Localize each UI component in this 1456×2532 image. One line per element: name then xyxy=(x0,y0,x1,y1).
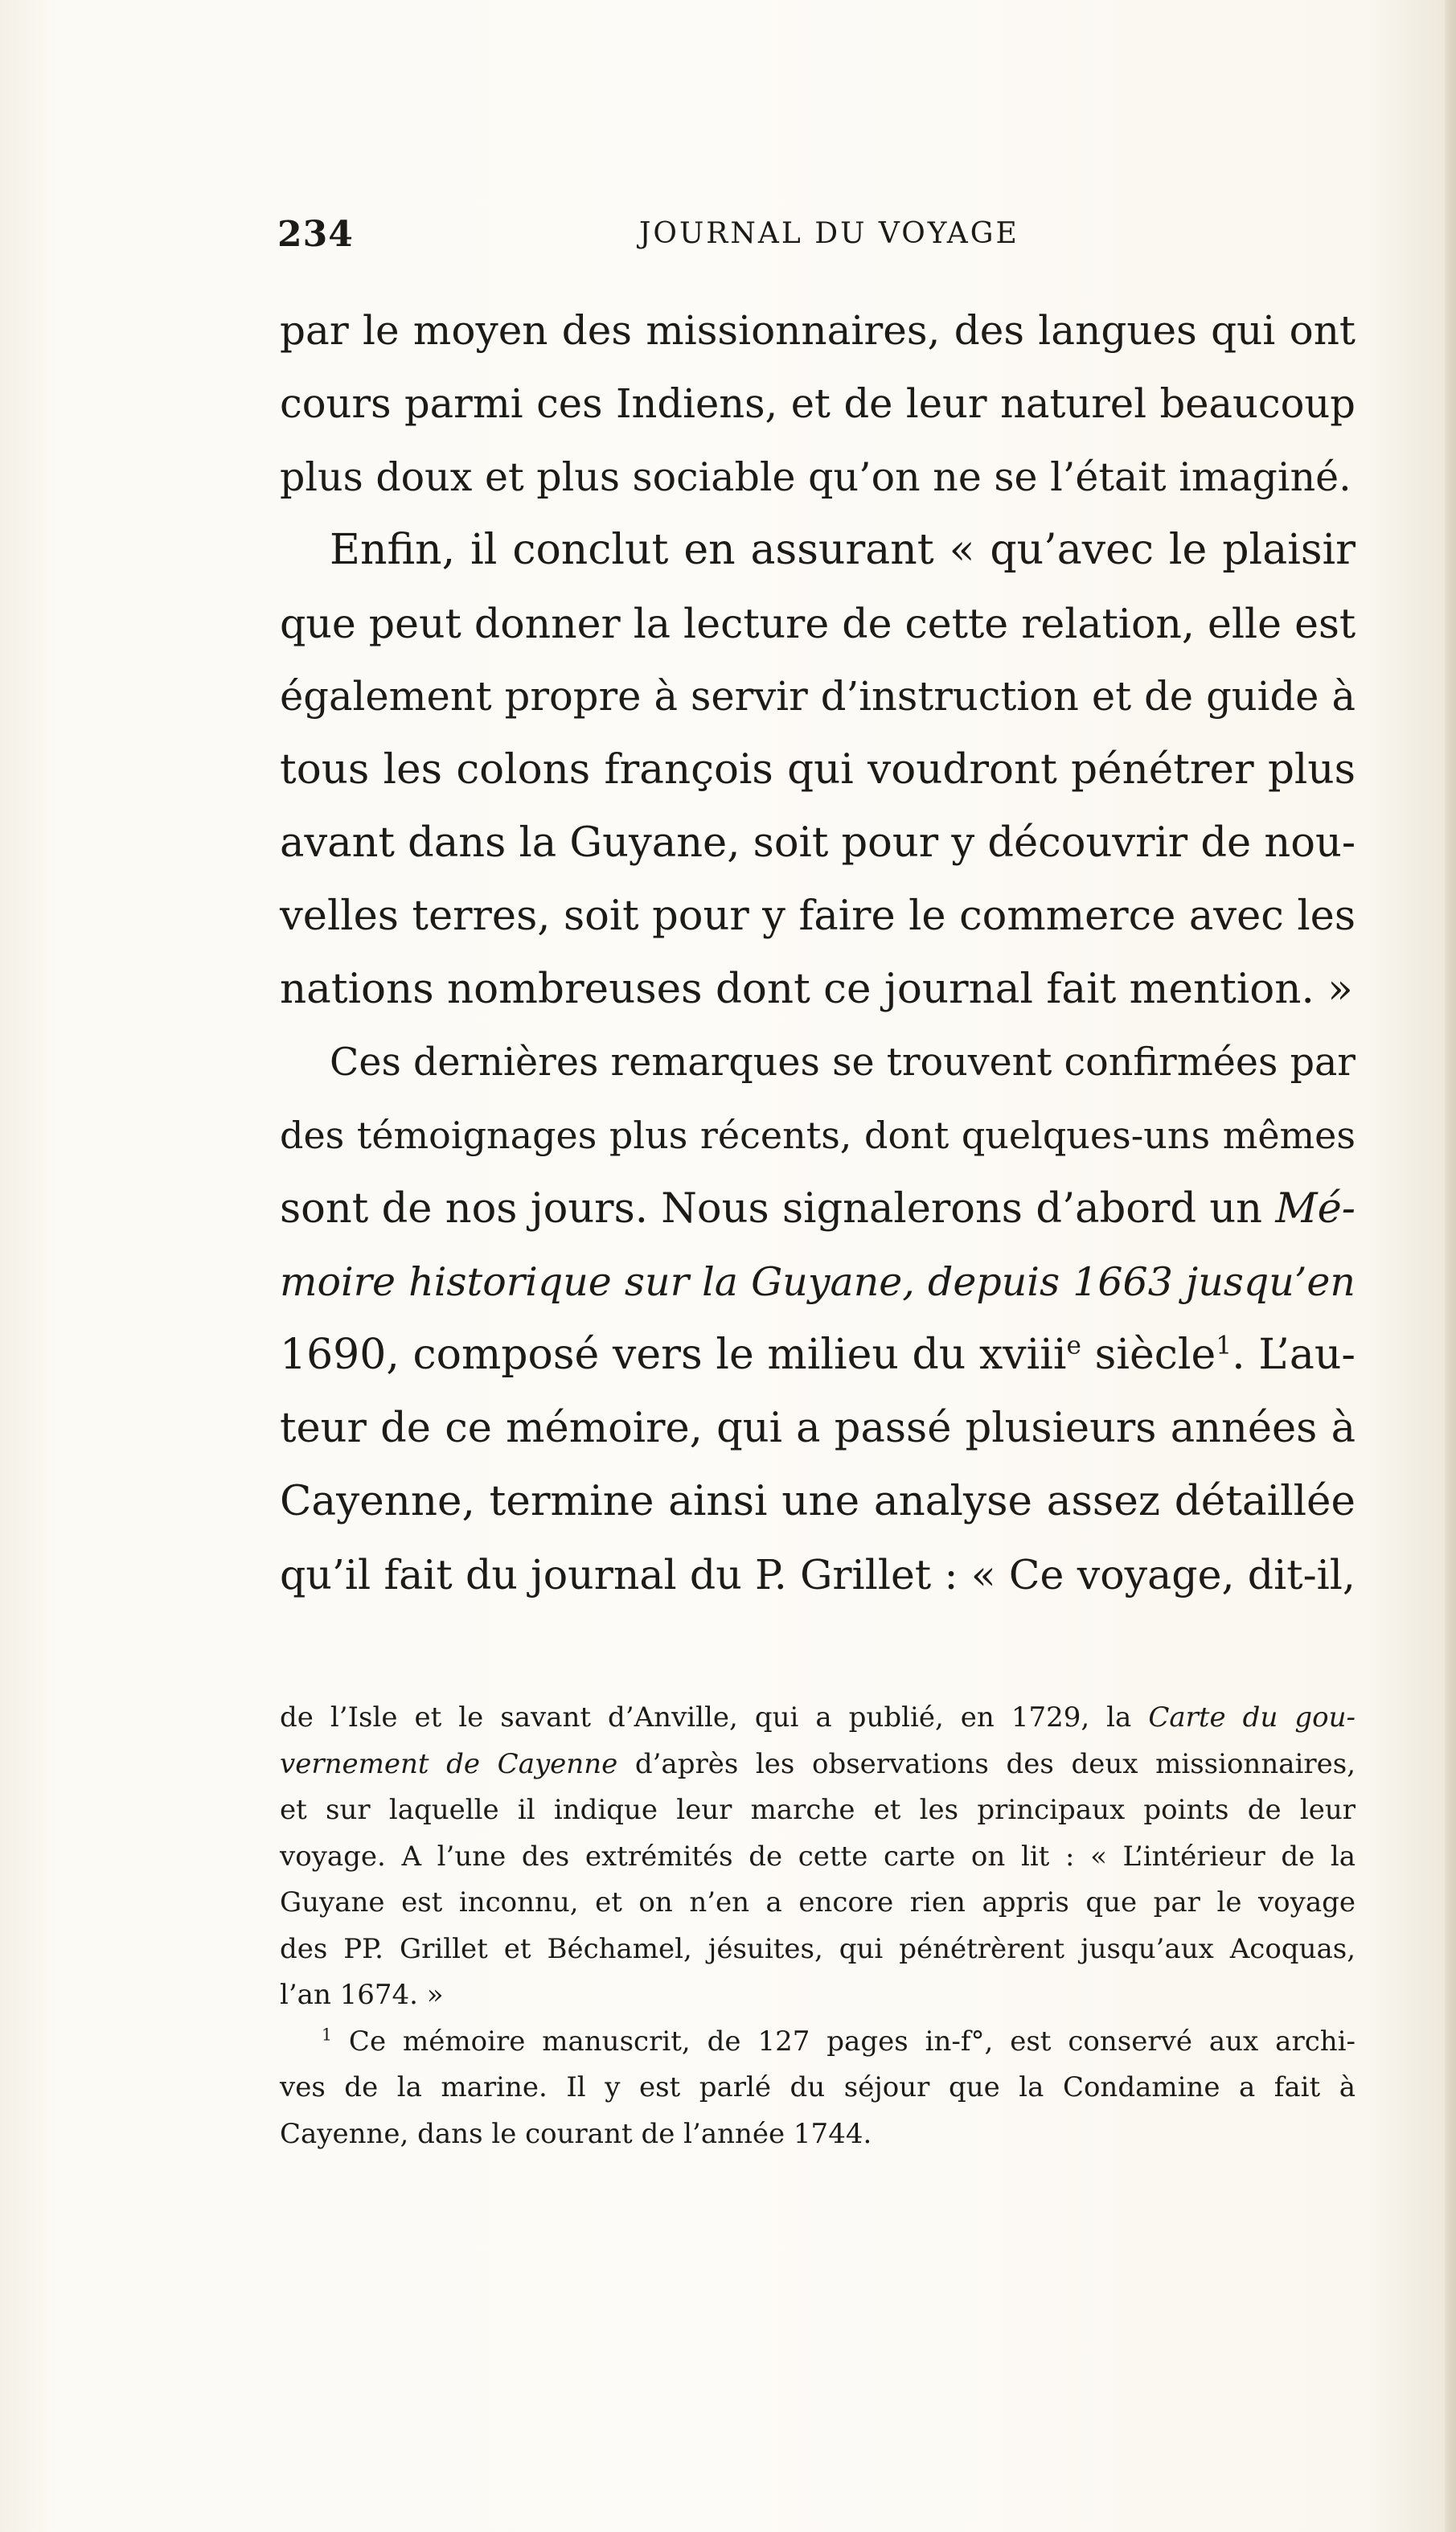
text-line: cours parmi ces Indiens, et de leur naturel beaucoup xyxy=(280,380,1356,427)
text-line xyxy=(280,1172,1356,1245)
superscript: e xyxy=(1066,1331,1082,1360)
footnote-line: Guyane est inconnu, et on n’en a encore rien appris que par le voyage xyxy=(280,1886,1356,1918)
text-line: par le moyen des missionnaires, des langues qui ont xyxy=(280,307,1356,354)
main-text xyxy=(280,294,1356,1611)
text-line: qu’il fait du journal du P. Grillet : « Ce voyage, dit-il, xyxy=(280,1551,1356,1598)
footnote-line xyxy=(280,1742,1356,1788)
text-line: également propre à servir d’instruction et de guide à xyxy=(280,673,1356,720)
italic-run: vernement de Cayenne xyxy=(280,1747,618,1780)
text-run: 1690, composé vers le milieu du xviii xyxy=(280,1331,1067,1379)
text-line: tous les colons françois qui voudront pénétrer plus xyxy=(280,745,1356,794)
text-line: teur de ce mémoire, qui a passé plusieurs années à xyxy=(280,1405,1356,1452)
text-line: Enfin, il conclut en assurant « qu’avec le plaisir xyxy=(330,526,1356,574)
footnote-line: l’an 1674. » xyxy=(280,1979,444,2011)
page-edge xyxy=(1445,0,1456,2532)
text-line xyxy=(280,1245,1356,1319)
footnote-line: Cayenne, dans le courant de l’année 1744. xyxy=(280,2117,872,2150)
italic-run: moire historique sur la Guyane, depuis 1663 jusqu’en xyxy=(280,1259,1356,1305)
footnote-line: voyage. A l’une des extrémités de cette carte on lit : « L’intérieur de la xyxy=(280,1840,1356,1873)
footnote-ref: 1 xyxy=(1216,1331,1232,1360)
footnote-line xyxy=(280,1695,1356,1742)
text-run: siècle xyxy=(1081,1331,1216,1379)
text-run: sont de nos jours. Nous signalerons d’abord un xyxy=(280,1185,1276,1233)
page-number: 234 xyxy=(277,214,354,255)
footnote-line xyxy=(280,2019,1356,2066)
page-header xyxy=(277,214,1355,262)
text-line: avant dans la Guyane, soit pour y découvrir de nou- xyxy=(280,819,1356,867)
text-line: Ces dernières remarques se trouvent confirmées par xyxy=(330,1040,1356,1085)
text-line xyxy=(280,1319,1356,1392)
running-title: JOURNAL DU VOYAGE xyxy=(639,217,1019,250)
footnote-number: 1 xyxy=(322,2025,332,2045)
footnote-line: et sur laquelle il indique leur marche et les principaux points de leur xyxy=(280,1794,1356,1826)
italic-run: Carte du gou- xyxy=(1148,1701,1356,1734)
text-line: des témoignages plus récents, dont quelques-uns mêmes xyxy=(280,1114,1356,1157)
italic-run: Mé- xyxy=(1275,1185,1356,1233)
text-line: velles terres, soit pour y faire le commerce avec les xyxy=(280,893,1356,940)
text-line: nations nombreuses dont ce journal fait mention. » xyxy=(280,965,1353,1013)
text-line: Cayenne, termine ainsi une analyse assez détaillée xyxy=(280,1477,1356,1525)
footnotes xyxy=(280,1695,1356,2157)
text-run: . L’au- xyxy=(1232,1331,1356,1379)
text-run: Ce mémoire manuscrit, de 127 pages in-f°, est conservé aux archi- xyxy=(331,2025,1356,2058)
text-run: de l’Isle et le savant d’Anville, qui a publié, en 1729, la xyxy=(280,1701,1149,1734)
footnote-line: ves de la marine. Il y est parlé du séjour que la Condamine a fait à xyxy=(280,2071,1356,2103)
text-line: plus doux et plus sociable qu’on ne se l’était imaginé. xyxy=(280,454,1351,500)
footnote-line: des PP. Grillet et Béchamel, jésuites, qui pénétrèrent jusqu’aux Acoquas, xyxy=(280,1932,1356,1965)
text-run: d’après les observations des deux missionnaires, xyxy=(617,1747,1356,1780)
text-line: que peut donner la lecture de cette relation, elle est xyxy=(280,600,1356,647)
